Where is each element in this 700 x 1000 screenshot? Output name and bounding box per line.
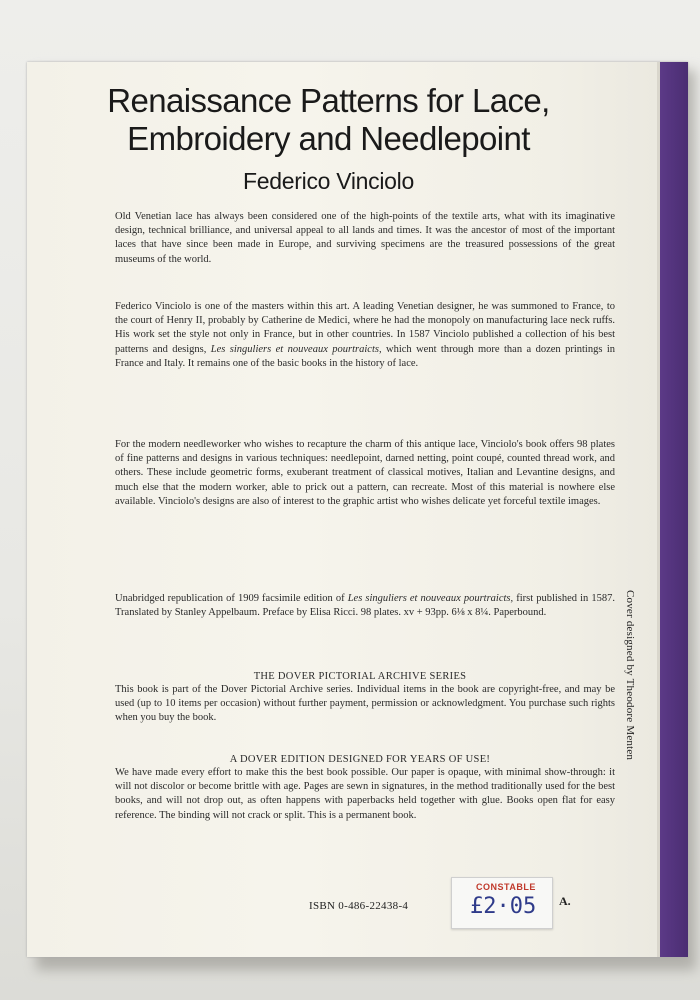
needleworker-paragraph: For the modern needleworker who wishes to recapture the charm of this antique lace, Vinciolo's book offers 98 plates of fine patterns and designs in various techniques: needlepoint, darned netting, point coupé, counted thread work, and others. These include geometric forms, exuberant treatment of classical motives, Italian and Levantine designs, and much else that the modern worker, able to prick out a pattern, can recreate. Most of this material is nowhere else available. Vinciolo's designs are also of interest to the graphic artist who wishes delicate yet forceful textile images. [115,439,615,507]
price-value: £2·05 [470,894,537,919]
vinciolo-paragraph [115,300,615,371]
price-sticker [451,877,553,929]
publication-text-end: first published in 1587. Translated by Stanley Appelbaum. Preface by Elisa Ricci. 98 plates. xv + 93pp. 6⅛ x 8¼. Paperbound. [115,593,615,619]
publication-info-paragraph [115,592,615,620]
series-paragraph: This book is part of the Dover Pictorial Archive series. Individual items in the book are copyright-free, and may be used (up to 10 items per occasion) without further payment, permission or acknowledgment. You purchase such rights when you buy the book. [115,684,615,724]
isbn-number: ISBN 0-486-22438-4 [309,900,409,912]
book-back-cover [27,62,688,957]
facsimile-title: Les singuliers et nouveaux pourtraicts, [347,593,514,604]
book-original-title: Les singuliers et nouveaux pourtraicts, [210,343,382,355]
vinciolo-text-end: which went through more than a dozen printings in France and Italy. It remains one of the basic books in the history of lace. [115,343,615,369]
publication-text: Unabridged republication of 1909 facsimile edition of [115,593,345,604]
title-line-2: Embroidery and Needlepoint [127,120,530,157]
isbn-suffix: A. [559,894,571,908]
purple-spine-stripe [660,62,688,957]
store-name: CONSTABLE [476,882,536,892]
title-line-1: Renaissance Patterns for Lace, [107,82,550,119]
series-heading: THE DOVER PICTORIAL ARCHIVE SERIES [253,671,467,682]
edition-paragraph: We have made every effort to make this the best book possible. Our paper is opaque, with minimal show-through: it will not discolor or become brittle with age. Pages are sewn in signatures, in the method traditionally used for the best books, and will not drop out, as often happens with paperbacks held together with glue. Books open flat for easy reference. The binding will not crack or split. This is a permanent book. [115,767,615,821]
edition-heading: A DOVER EDITION DESIGNED FOR YEARS OF USE! [229,754,491,765]
intro-paragraph: Old Venetian lace has always been considered one of the high-points of the textile arts, what with its imaginative design, technical brilliance, and universal appeal to all lands and times. It was the ancestor of most of the important laces that have since been made in Europe, and surviving specimens are the treasured possessions of the great museums of the world. [115,211,615,265]
vinciolo-text: Federico Vinciolo is one of the masters within this art. A leading Venetian designer, he was summoned to France, to the court of Henry II, probably by Catherine de Medici, where he had the monopoly on manufacturing lace neck ruffs. His work set the style not only in France, but in other countries. In 1587 Vinciolo published a collection of his best patterns and designs, [115,301,615,355]
cover-designer-credit: Cover designed by Theodore Menten [624,590,636,761]
author-name: Federico Vinciolo [243,168,414,194]
book-title [27,82,630,158]
